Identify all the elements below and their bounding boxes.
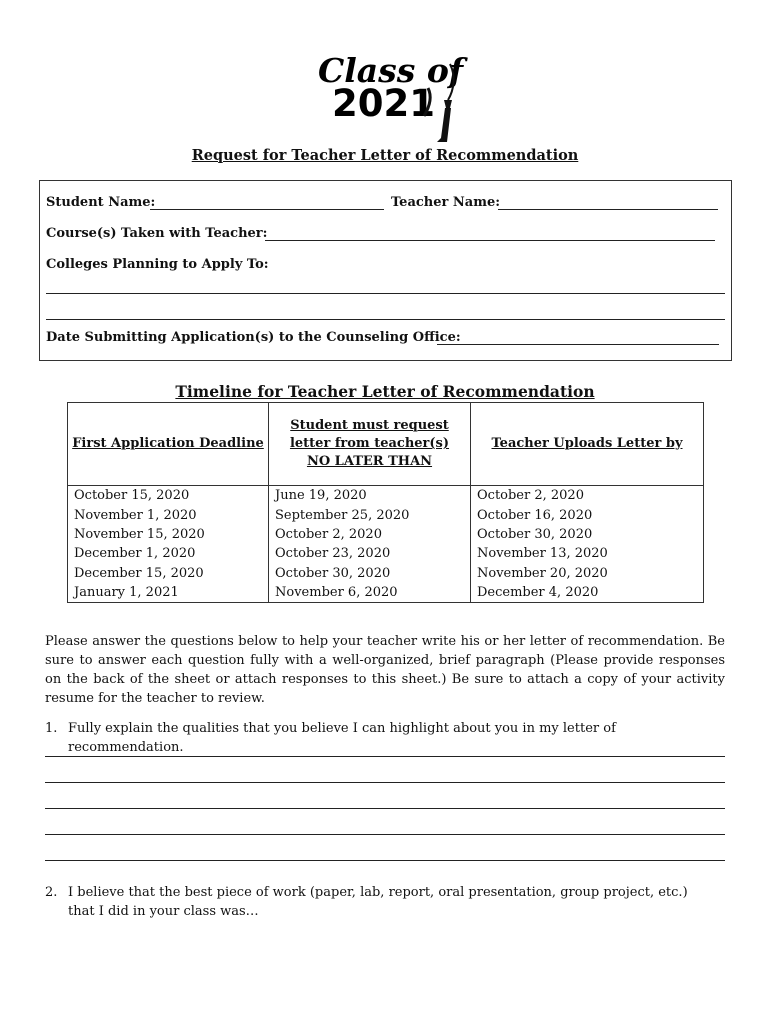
colleges-field-line-2[interactable] [46, 319, 725, 320]
table-cell: September 25, 2020 [269, 505, 471, 524]
table-row [68, 525, 704, 544]
timeline-table [67, 402, 704, 603]
question-2 [45, 883, 725, 923]
question-2-text: I believe that the best piece of work (paper, lab, report, oral presentation, group project, etc.) that I did in your class was… [68, 885, 688, 919]
header-teacher-uploads: Teacher Uploads Letter by [471, 403, 704, 486]
logo-year-text: 2021 [332, 82, 435, 125]
teacher-name-field[interactable] [498, 209, 718, 210]
table-cell: January 1, 2021 [68, 583, 269, 603]
teacher-name-label: Teacher Name: [391, 195, 501, 210]
table-cell: October 15, 2020 [68, 486, 269, 506]
question-1-text: Fully explain the qualities that you believe I can highlight about you in my letter of recommendation. [68, 721, 616, 755]
header-request-deadline: Student must request letter from teacher(s) NO LATER THAN [269, 403, 471, 486]
page-title: Request for Teacher Letter of Recommendation [191, 147, 579, 164]
answer-1-line-4[interactable] [45, 834, 725, 835]
table-cell: November 15, 2020 [68, 525, 269, 544]
table-cell: November 6, 2020 [269, 583, 471, 603]
table-cell: November 1, 2020 [68, 505, 269, 524]
header-first-application-deadline: First Application Deadline [68, 403, 269, 486]
logo-script-text: Class of [318, 51, 464, 90]
table-cell: October 30, 2020 [471, 525, 704, 544]
question-1-number: 1. [45, 721, 58, 736]
table-cell: October 16, 2020 [471, 505, 704, 524]
student-name-field[interactable] [150, 209, 384, 210]
table-row [68, 583, 704, 603]
table-cell: November 13, 2020 [471, 544, 704, 563]
colleges-field-line-1[interactable] [46, 293, 725, 294]
graduation-tassel-icon [310, 46, 470, 146]
table-cell: December 4, 2020 [471, 583, 704, 603]
instructions-paragraph: Please answer the questions below to help your teacher write his or her letter of recommendation. Be sure to answer each question fully with a well-organized, brief paragraph (Please provide responses on the back of the sheet or attach responses to this sheet.) Be sure to attach a copy of your activity resume for the teacher to review. [45, 634, 725, 706]
table-row [68, 564, 704, 583]
timeline-title: Timeline for Teacher Letter of Recommendation [175, 382, 595, 401]
student-name-label: Student Name: [46, 195, 156, 210]
answer-1-line-3[interactable] [45, 808, 725, 809]
answer-1-line-2[interactable] [45, 782, 725, 783]
answer-1-line-1[interactable] [45, 756, 725, 757]
table-cell: December 1, 2020 [68, 544, 269, 563]
table-cell: December 15, 2020 [68, 564, 269, 583]
courses-label: Course(s) Taken with Teacher: [46, 226, 268, 241]
courses-field[interactable] [265, 240, 715, 241]
answer-1-line-5[interactable] [45, 860, 725, 861]
table-row [68, 486, 704, 506]
table-row [68, 505, 704, 524]
colleges-label: Colleges Planning to Apply To: [46, 257, 269, 272]
date-submitting-label: Date Submitting Application(s) to the Counseling Office: [46, 330, 461, 345]
table-cell: November 20, 2020 [471, 564, 704, 583]
class-of-2021-logo [310, 46, 470, 146]
question-2-number: 2. [45, 885, 58, 900]
table-cell: June 19, 2020 [269, 486, 471, 506]
table-cell: October 30, 2020 [269, 564, 471, 583]
table-cell: October 2, 2020 [269, 525, 471, 544]
date-submitting-field[interactable] [437, 344, 719, 345]
table-cell: October 2, 2020 [471, 486, 704, 506]
table-cell: October 23, 2020 [269, 544, 471, 563]
question-1 [45, 719, 725, 755]
table-row [68, 544, 704, 563]
student-info-form [39, 180, 732, 361]
table-header-row [68, 403, 704, 486]
